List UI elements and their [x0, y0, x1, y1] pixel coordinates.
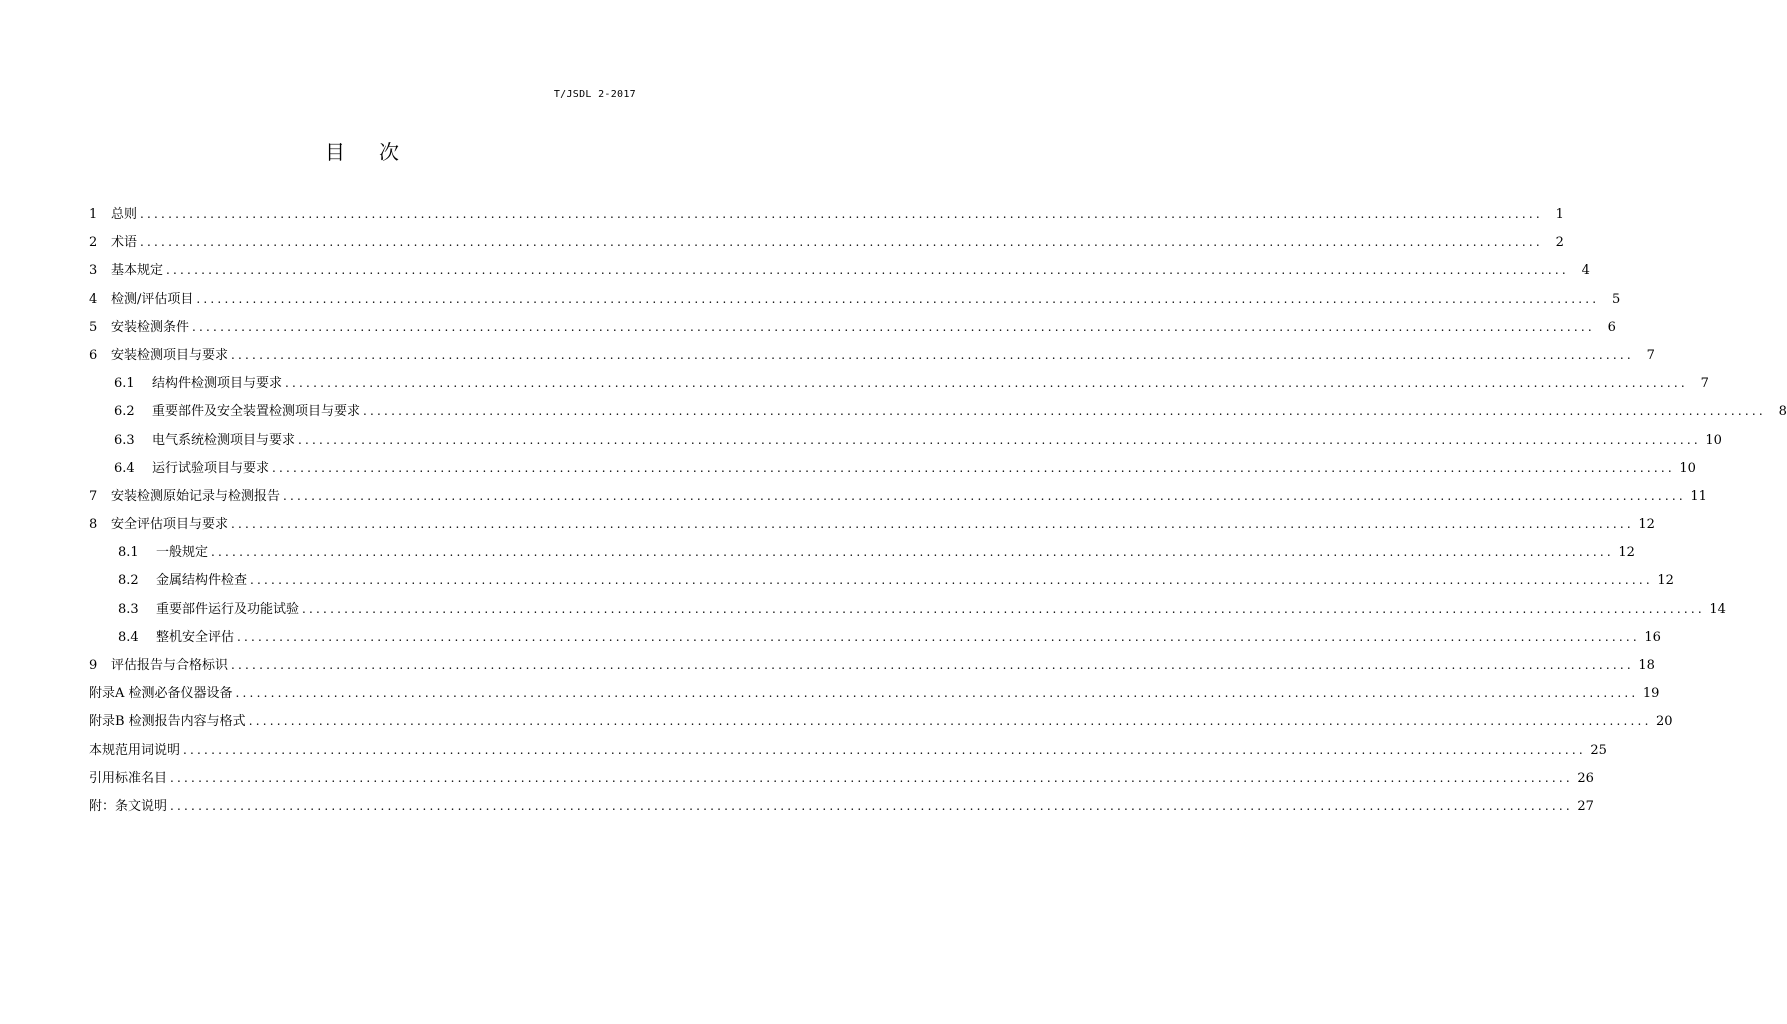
toc-entry[interactable] [89, 200, 1564, 228]
toc-leader-dots: ........................................................................................................................................................................................................ [170, 798, 1573, 813]
toc-entry[interactable] [89, 482, 1707, 510]
toc-entry-number: 3 [89, 263, 98, 279]
toc-leader-dots: ........................................................................................................................................................................................................ [166, 263, 1569, 278]
toc-entry-number: 7 [89, 488, 98, 504]
toc-entry[interactable] [89, 510, 1655, 538]
toc-entry-number: 4 [89, 291, 98, 307]
table-of-contents [89, 200, 1787, 820]
toc-entry-number: 8.2 [118, 573, 139, 589]
toc-entry-title: 总则 [111, 207, 138, 222]
toc-entry[interactable] [89, 397, 1787, 425]
toc-entry-page: 12 [1657, 573, 1674, 589]
toc-leader-dots: ........................................................................................................................................................................................................ [231, 347, 1634, 362]
toc-entry[interactable] [89, 454, 1696, 482]
toc-entry[interactable] [89, 736, 1607, 764]
toc-leader-dots: ........................................................................................................................................................................................................ [237, 629, 1640, 644]
toc-entry[interactable] [89, 651, 1655, 679]
toc-entry-number: 9 [89, 658, 98, 673]
toc-entry-title: 整机安全评估 [156, 629, 235, 645]
toc-entry-page: 1 [1555, 207, 1564, 222]
toc-entry-page: 16 [1644, 629, 1661, 645]
toc-leader-dots: ........................................................................................................................................................................................................ [285, 376, 1688, 391]
toc-entry[interactable] [89, 256, 1590, 284]
toc-leader-dots: ........................................................................................................................................................................................................ [196, 291, 1600, 306]
toc-entry-page: 8 [1778, 404, 1787, 420]
toc-entry-number: 2 [89, 235, 98, 251]
toc-entry[interactable] [89, 313, 1616, 341]
toc-entry-number: 8.3 [118, 601, 139, 617]
toc-entry-page: 6 [1607, 319, 1616, 335]
toc-entry-title: 基本规定 [111, 263, 164, 279]
toc-entry-page: 4 [1581, 263, 1590, 279]
toc-entry-title: 重要部件运行及功能试验 [156, 601, 300, 617]
toc-entry-title: 引用标准名目 [89, 770, 168, 786]
toc-entry-title: 附：条文说明 [89, 798, 168, 814]
toc-entry-number: 8 [89, 517, 98, 533]
toc-entry-page: 7 [1700, 376, 1709, 392]
page-title: 目次 [325, 140, 433, 164]
toc-entry[interactable] [89, 538, 1635, 566]
toc-leader-dots: ........................................................................................................................................................................................................ [235, 686, 1639, 701]
toc-leader-dots: ........................................................................................................................................................................................................ [302, 601, 1705, 616]
toc-entry-title: 本规范用词说明 [89, 742, 181, 758]
toc-entry-page: 12 [1618, 545, 1635, 561]
toc-entry-page: 2 [1555, 235, 1564, 251]
toc-entry-number: 5 [89, 319, 98, 335]
toc-entry-page: 5 [1612, 291, 1621, 307]
toc-entry[interactable] [89, 341, 1655, 369]
toc-entry-title: 安装检测原始记录与检测报告 [111, 488, 281, 504]
toc-entry-title: 安装检测条件 [111, 319, 190, 335]
toc-entry[interactable] [89, 792, 1594, 820]
toc-entry[interactable] [89, 764, 1594, 792]
toc-leader-dots: ........................................................................................................................................................................................................ [231, 517, 1634, 532]
toc-entry-number: 6.2 [114, 404, 135, 420]
toc-leader-dots: ........................................................................................................................................................................................................ [140, 207, 1543, 221]
toc-entry-title: 术语 [111, 235, 138, 251]
toc-leader-dots: ........................................................................................................................................................................................................ [211, 545, 1614, 560]
document-code: T/JSDL 2-2017 [553, 89, 636, 100]
toc-entry-page: 26 [1577, 770, 1594, 786]
toc-entry-page: 18 [1638, 658, 1655, 673]
toc-entry-page: 27 [1577, 798, 1594, 814]
toc-entry-number: 6.1 [114, 376, 135, 392]
toc-leader-dots: ........................................................................................................................................................................................................ [248, 714, 1652, 729]
toc-entry-page: 20 [1656, 714, 1673, 730]
toc-leader-dots: ........................................................................................................................................................................................................ [363, 404, 1766, 419]
toc-entry-number: 8.1 [118, 545, 139, 561]
toc-entry[interactable] [89, 369, 1709, 397]
toc-entry-title: 附录A 检测必备仪器设备 [89, 686, 233, 702]
toc-entry[interactable] [89, 426, 1722, 454]
toc-entry-number: 6.3 [114, 432, 135, 448]
toc-leader-dots: ........................................................................................................................................................................................................ [272, 460, 1675, 475]
toc-entry[interactable] [89, 707, 1673, 735]
toc-entry-title: 附录B 检测报告内容与格式 [89, 714, 246, 730]
toc-entry-number: 6 [89, 347, 98, 363]
toc-entry-title: 检测/评估项目 [111, 291, 194, 307]
toc-entry-page: 11 [1690, 488, 1707, 504]
toc-leader-dots: ........................................................................................................................................................................................................ [283, 488, 1686, 503]
toc-entry[interactable] [89, 228, 1564, 256]
toc-entry[interactable] [89, 595, 1726, 623]
toc-entry-page: 7 [1646, 347, 1655, 363]
toc-entry[interactable] [89, 679, 1660, 707]
toc-entry-title: 安全评估项目与要求 [111, 517, 229, 533]
toc-entry-page: 10 [1705, 432, 1722, 448]
toc-entry[interactable] [89, 566, 1674, 594]
toc-entry-title: 一般规定 [156, 545, 209, 561]
toc-entry-title: 结构件检测项目与要求 [152, 376, 283, 392]
toc-entry-number: 8.4 [118, 629, 139, 645]
toc-entry-title: 安装检测项目与要求 [111, 347, 229, 363]
toc-entry-page: 25 [1590, 742, 1607, 758]
toc-entry-page: 10 [1679, 460, 1696, 476]
toc-entry-title: 电气系统检测项目与要求 [152, 432, 296, 448]
toc-leader-dots: ........................................................................................................................................................................................................ [170, 770, 1573, 785]
toc-leader-dots: ........................................................................................................................................................................................................ [183, 742, 1586, 757]
toc-leader-dots: ........................................................................................................................................................................................................ [298, 432, 1701, 447]
toc-entry-title: 金属结构件检查 [156, 573, 248, 589]
toc-entry[interactable] [89, 285, 1621, 313]
toc-leader-dots: ........................................................................................................................................................................................................ [250, 573, 1653, 588]
toc-entry-number: 6.4 [114, 460, 135, 476]
toc-entry-page: 19 [1642, 686, 1660, 702]
toc-leader-dots: ........................................................................................................................................................................................................ [231, 658, 1634, 672]
toc-entry-page: 14 [1709, 601, 1726, 617]
toc-entry[interactable] [89, 623, 1661, 651]
toc-leader-dots: ........................................................................................................................................................................................................ [192, 319, 1595, 334]
toc-leader-dots: ........................................................................................................................................................................................................ [140, 235, 1543, 250]
toc-entry-number: 1 [89, 207, 98, 222]
toc-entry-title: 重要部件及安全装置检测项目与要求 [152, 404, 361, 420]
toc-entry-title: 运行试验项目与要求 [152, 460, 270, 476]
toc-entry-title: 评估报告与合格标识 [111, 658, 229, 673]
toc-entry-page: 12 [1638, 517, 1655, 533]
